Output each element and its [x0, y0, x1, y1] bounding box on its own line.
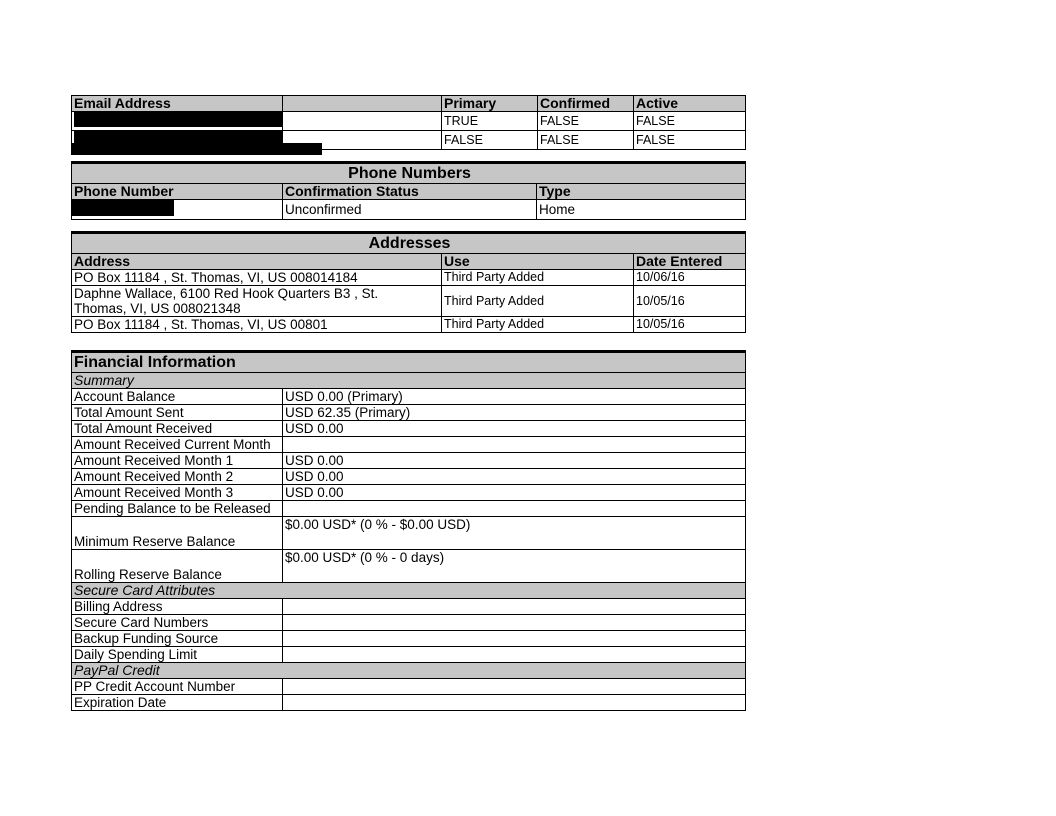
reserve-value: $0.00 USD* (0 % - 0 days): [283, 550, 746, 583]
summary-row: [72, 485, 746, 501]
summary-value: USD 0.00: [283, 485, 746, 501]
address-row: [72, 286, 746, 317]
email-blank-header: [283, 96, 442, 112]
active-header: Active: [634, 96, 746, 112]
secure-row: [72, 599, 746, 615]
summary-row: [72, 405, 746, 421]
email-active: FALSE: [634, 131, 746, 150]
email-header-row: [72, 96, 746, 112]
paypal-credit-subheader-row: [72, 663, 746, 679]
phone-type-header: Type: [537, 184, 746, 200]
address-row: [72, 317, 746, 333]
summary-subheader: Summary: [72, 373, 746, 389]
email-address-header: Email Address: [72, 96, 283, 112]
reserve-value: $0.00 USD* (0 % - $0.00 USD): [283, 517, 746, 550]
email-row: [72, 112, 746, 131]
date-entered-header: Date Entered: [634, 254, 746, 270]
secure-row: [72, 615, 746, 631]
summary-value: USD 62.35 (Primary): [283, 405, 746, 421]
secure-row: [72, 647, 746, 663]
summary-row: [72, 421, 746, 437]
phone-section-title: Phone Numbers: [72, 163, 746, 184]
summary-label: Pending Balance to be Released: [72, 501, 283, 517]
address-date: 10/05/16: [634, 286, 746, 317]
address-row: [72, 270, 746, 286]
summary-label: Account Balance: [72, 389, 283, 405]
primary-header: Primary: [442, 96, 538, 112]
address-date: 10/05/16: [634, 317, 746, 333]
address-use: Third Party Added: [442, 286, 634, 317]
address-date: 10/06/16: [634, 270, 746, 286]
address-use: Third Party Added: [442, 317, 634, 333]
address-cell: Daphne Wallace, 6100 Red Hook Quarters B3 , St. Thomas, VI, US 008021348: [72, 286, 442, 317]
summary-label: Amount Received Month 3: [72, 485, 283, 501]
credit-row: [72, 679, 746, 695]
phone-number-header: Phone Number: [72, 184, 283, 200]
credit-label: Expiration Date: [72, 695, 283, 711]
secure-value: [283, 615, 746, 631]
address-header: Address: [72, 254, 442, 270]
redaction-block: [72, 200, 175, 216]
secure-value: [283, 647, 746, 663]
summary-value: USD 0.00: [283, 469, 746, 485]
phone-row: [72, 200, 746, 220]
summary-label: Amount Received Month 1: [72, 453, 283, 469]
phone-table: [71, 161, 746, 220]
summary-value: USD 0.00: [283, 421, 746, 437]
email-active: FALSE: [634, 112, 746, 131]
redaction-block: [71, 143, 322, 155]
summary-value: [283, 501, 746, 517]
financial-section-title: Financial Information: [72, 352, 746, 373]
confirmed-header: Confirmed: [538, 96, 634, 112]
summary-label: Total Amount Received: [72, 421, 283, 437]
credit-value: [283, 695, 746, 711]
address-cell: PO Box 11184 , St. Thomas, VI, US 00801: [72, 317, 442, 333]
email-confirmed: FALSE: [538, 112, 634, 131]
secure-label: Secure Card Numbers: [72, 615, 283, 631]
reserve-label: Minimum Reserve Balance: [72, 517, 283, 550]
reserve-label: Rolling Reserve Balance: [72, 550, 283, 583]
financial-title-row: [72, 352, 746, 373]
summary-label: Amount Received Month 2: [72, 469, 283, 485]
addresses-section-title: Addresses: [72, 233, 746, 254]
reserve-row: [72, 550, 746, 583]
paypal-credit-subheader: PayPal Credit: [72, 663, 746, 679]
email-confirmed: FALSE: [538, 131, 634, 150]
use-header: Use: [442, 254, 634, 270]
credit-label: PP Credit Account Number: [72, 679, 283, 695]
summary-value: USD 0.00: [283, 453, 746, 469]
addresses-header-row: [72, 254, 746, 270]
email-primary: FALSE: [442, 131, 538, 150]
email-cell: [72, 112, 283, 131]
summary-row: [72, 389, 746, 405]
credit-value: [283, 679, 746, 695]
phone-type: Home: [537, 200, 746, 220]
summary-row: [72, 501, 746, 517]
summary-row: [72, 437, 746, 453]
reserve-row: [72, 517, 746, 550]
phone-header-row: [72, 184, 746, 200]
secure-card-subheader: Secure Card Attributes: [72, 583, 746, 599]
phone-section-title-row: [72, 163, 746, 184]
secure-label: Billing Address: [72, 599, 283, 615]
email-table: [71, 95, 746, 150]
summary-row: [72, 469, 746, 485]
secure-value: [283, 631, 746, 647]
secure-label: Backup Funding Source: [72, 631, 283, 647]
summary-subheader-row: [72, 373, 746, 389]
secure-card-subheader-row: [72, 583, 746, 599]
phone-number-cell: [72, 200, 283, 220]
summary-label: Amount Received Current Month: [72, 437, 283, 453]
address-cell: PO Box 11184 , St. Thomas, VI, US 008014184: [72, 270, 442, 286]
phone-status: Unconfirmed: [283, 200, 537, 220]
credit-row: [72, 695, 746, 711]
summary-row: [72, 453, 746, 469]
summary-label: Total Amount Sent: [72, 405, 283, 421]
addresses-table: [71, 231, 746, 333]
summary-value: USD 0.00 (Primary): [283, 389, 746, 405]
redaction-block: [74, 112, 283, 127]
confirmation-status-header: Confirmation Status: [283, 184, 537, 200]
financial-table: [71, 350, 746, 711]
secure-row: [72, 631, 746, 647]
addresses-section-title-row: [72, 233, 746, 254]
secure-label: Daily Spending Limit: [72, 647, 283, 663]
address-use: Third Party Added: [442, 270, 634, 286]
summary-value: [283, 437, 746, 453]
email-primary: TRUE: [442, 112, 538, 131]
secure-value: [283, 599, 746, 615]
